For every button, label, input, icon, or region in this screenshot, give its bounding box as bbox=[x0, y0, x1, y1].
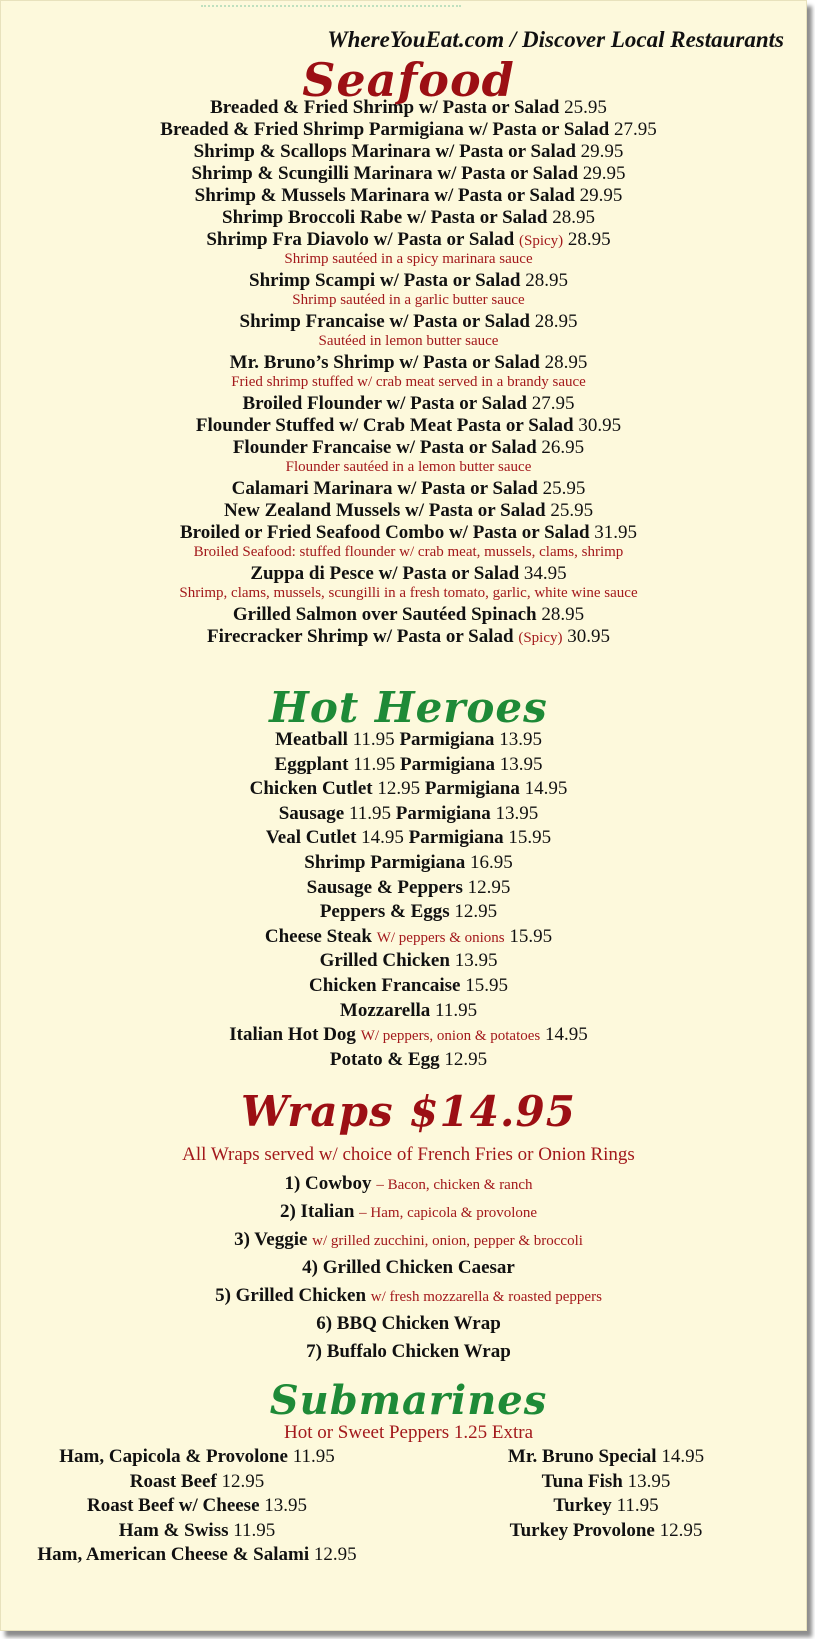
menu-item-row bbox=[1, 229, 807, 251]
menu-item-row bbox=[1, 478, 807, 500]
item-price: 11.95 bbox=[292, 1446, 335, 1467]
item-name: Grilled Chicken bbox=[319, 950, 450, 972]
menu-item-row bbox=[1, 141, 807, 163]
menu-item-row bbox=[1, 754, 807, 776]
item-name: Tuna Fish bbox=[541, 1470, 623, 1492]
item-name: Ham, Capicola & Provolone bbox=[59, 1446, 288, 1467]
site-header: WhereYouEat.com / Discover Local Restaurants bbox=[327, 27, 784, 52]
menu-item-row bbox=[1, 975, 807, 997]
submarine-item-row bbox=[11, 1520, 383, 1542]
menu-item-row bbox=[1, 877, 807, 899]
menu-item-row bbox=[1, 626, 807, 648]
menu-item-row bbox=[1, 1285, 807, 1307]
item-description: Broiled Seafood: stuffed flounder w/ crab meat, mussels, clams, shrimp bbox=[193, 544, 624, 560]
menu-item-row bbox=[1, 163, 807, 185]
item-name-secondary: Parmigiana bbox=[399, 753, 495, 775]
menu-item-row bbox=[1, 1257, 807, 1279]
menu-item-row bbox=[1, 1000, 807, 1022]
item-price: 25.95 bbox=[564, 97, 607, 118]
item-name: Meatball bbox=[275, 729, 348, 750]
item-price: 34.95 bbox=[523, 563, 567, 584]
item-price: 13.95 bbox=[454, 950, 498, 972]
item-name: Flounder Francaise w/ Pasta or Salad bbox=[232, 437, 537, 458]
item-price: 28.95 bbox=[567, 229, 611, 250]
item-price: 30.95 bbox=[567, 626, 611, 647]
menu-item-row bbox=[1, 437, 807, 459]
item-name: Grilled Salmon over Sautéed Spinach bbox=[232, 604, 537, 625]
item-name: Shrimp Francaise w/ Pasta or Salad bbox=[239, 311, 530, 332]
item-price: 29.95 bbox=[579, 185, 623, 206]
menu-item-row bbox=[1, 1341, 807, 1363]
item-note: w/ grilled zucchini, onion, pepper & broccoli bbox=[312, 1233, 583, 1249]
item-price: 15.95 bbox=[509, 925, 553, 947]
item-note: w/ fresh mozzarella & roasted peppers bbox=[370, 1289, 602, 1305]
menu-item-row bbox=[1, 1229, 807, 1251]
item-name: 4) Grilled Chicken Caesar bbox=[302, 1257, 515, 1278]
item-price: 14.95 bbox=[544, 1024, 588, 1046]
item-name: Zuppa di Pesce w/ Pasta or Salad bbox=[250, 563, 520, 584]
menu-item-row bbox=[1, 207, 807, 229]
hot-heroes-title: Hot Heroes bbox=[269, 683, 548, 732]
item-price: 28.95 bbox=[541, 604, 585, 625]
item-price-secondary: 13.95 bbox=[499, 729, 542, 750]
menu-item-row bbox=[1, 352, 807, 374]
item-note: (Spicy) bbox=[518, 233, 564, 249]
item-price: 12.95 bbox=[659, 1519, 703, 1541]
item-name: Shrimp Scampi w/ Pasta or Salad bbox=[249, 270, 521, 291]
item-price: 30.95 bbox=[578, 415, 622, 436]
item-name: Breaded & Fried Shrimp w/ Pasta or Salad bbox=[210, 97, 560, 118]
item-price: 27.95 bbox=[531, 393, 575, 414]
item-price: 13.95 bbox=[264, 1495, 308, 1517]
item-name: Shrimp & Scungilli Marinara w/ Pasta or Salad bbox=[191, 163, 579, 184]
item-name: Shrimp Fra Diavolo w/ Pasta or Salad bbox=[206, 229, 515, 250]
item-description: Shrimp, clams, mussels, scungilli in a fresh tomato, garlic, white wine sauce bbox=[179, 585, 638, 601]
item-price: 11.95 bbox=[616, 1495, 659, 1517]
item-price: 28.95 bbox=[525, 270, 568, 291]
item-name: Mr. Bruno Special bbox=[507, 1446, 657, 1467]
item-price: 11.95 bbox=[352, 729, 395, 750]
item-name: 2) Italian bbox=[279, 1201, 355, 1222]
item-name: Mozzarella bbox=[339, 999, 431, 1021]
item-name: Roast Beef bbox=[129, 1470, 217, 1492]
item-price-secondary: 14.95 bbox=[524, 778, 568, 800]
item-note: – Ham, capicola & provolone bbox=[359, 1205, 538, 1221]
menu-item-row bbox=[1, 778, 807, 800]
menu-item-row bbox=[1, 901, 807, 923]
menu-item-row bbox=[1, 827, 807, 849]
item-price: 28.95 bbox=[552, 207, 595, 228]
submarine-item-row bbox=[11, 1544, 383, 1566]
menu-item-row bbox=[1, 729, 807, 751]
item-note: – Bacon, chicken & ranch bbox=[376, 1177, 533, 1193]
item-price: 11.95 bbox=[348, 802, 391, 824]
item-name: 5) Grilled Chicken bbox=[215, 1285, 367, 1306]
item-note: (Spicy) bbox=[518, 630, 563, 646]
item-price-secondary: 15.95 bbox=[508, 827, 552, 849]
submarines-subtitle: Hot or Sweet Peppers 1.25 Extra bbox=[283, 1422, 534, 1443]
top-decorative-rule bbox=[201, 5, 461, 11]
wraps-subtitle: All Wraps served w/ choice of French Fries or Onion Rings bbox=[182, 1144, 635, 1165]
item-name-secondary: Parmigiana bbox=[424, 778, 520, 800]
menu-item-row bbox=[1, 185, 807, 207]
menu-item-row bbox=[1, 119, 807, 141]
menu-item-row bbox=[1, 522, 807, 544]
item-price: 12.95 bbox=[377, 778, 421, 800]
item-name: 7) Buffalo Chicken Wrap bbox=[306, 1341, 511, 1362]
item-name: Cheese Steak bbox=[264, 925, 372, 947]
item-name: Sausage & Peppers bbox=[306, 876, 463, 898]
item-name: Sausage bbox=[278, 802, 345, 824]
item-name: Mr. Bruno’s Shrimp w/ Pasta or Salad bbox=[229, 352, 540, 373]
menu-item-row bbox=[1, 950, 807, 972]
item-description: Fried shrimp stuffed w/ crab meat served in a brandy sauce bbox=[231, 374, 586, 390]
item-price: 15.95 bbox=[465, 975, 508, 996]
item-price: 12.95 bbox=[313, 1544, 357, 1566]
item-price: 11.95 bbox=[233, 1519, 276, 1541]
item-price: 31.95 bbox=[594, 522, 638, 543]
menu-item-row bbox=[1, 415, 807, 437]
item-price: 16.95 bbox=[469, 852, 513, 873]
menu-item-row bbox=[1, 1201, 807, 1223]
item-name: Eggplant bbox=[274, 753, 349, 775]
item-description: Shrimp sautéed in a spicy marinara sauce bbox=[284, 251, 533, 267]
item-name: Shrimp Parmigiana bbox=[304, 852, 466, 873]
wraps-title: Wraps $14.95 bbox=[241, 1087, 576, 1136]
seafood-title: Seafood bbox=[302, 53, 515, 107]
item-price: 12.95 bbox=[454, 901, 498, 923]
item-price: 14.95 bbox=[661, 1446, 705, 1467]
item-price: 14.95 bbox=[361, 827, 404, 849]
item-price: 11.95 bbox=[353, 753, 396, 775]
item-name: Turkey Provolone bbox=[509, 1519, 655, 1541]
item-note: W/ peppers, onion & potatoes bbox=[360, 1028, 541, 1045]
item-price: 12.95 bbox=[467, 876, 511, 898]
item-name: Broiled Flounder w/ Pasta or Salad bbox=[242, 393, 527, 414]
menu-item-row bbox=[1, 1024, 807, 1046]
item-name: Roast Beef w/ Cheese bbox=[86, 1495, 260, 1517]
menu-item-row bbox=[1, 604, 807, 626]
item-name: Italian Hot Dog bbox=[229, 1024, 356, 1046]
menu-item-row bbox=[1, 1313, 807, 1335]
item-name: New Zealand Mussels w/ Pasta or Salad bbox=[223, 500, 546, 521]
item-name-secondary: Parmigiana bbox=[399, 729, 495, 750]
item-name: 6) BBQ Chicken Wrap bbox=[316, 1313, 501, 1334]
item-price: 11.95 bbox=[435, 999, 478, 1021]
item-name: Chicken Cutlet bbox=[249, 778, 373, 800]
item-price-secondary: 13.95 bbox=[499, 753, 543, 775]
item-name: Flounder Stuffed w/ Crab Meat Pasta or Salad bbox=[195, 415, 574, 436]
menu-item-row bbox=[1, 311, 807, 333]
item-description: Shrimp sautéed in a garlic butter sauce bbox=[292, 292, 525, 308]
menu-item-row bbox=[1, 563, 807, 585]
item-description: Sautéed in lemon butter sauce bbox=[318, 333, 499, 349]
item-price: 25.95 bbox=[550, 500, 594, 521]
menu-item-row bbox=[1, 852, 807, 874]
item-price: 13.95 bbox=[627, 1470, 671, 1492]
item-name-secondary: Parmigiana bbox=[408, 827, 504, 849]
item-price: 29.95 bbox=[582, 163, 626, 184]
item-price: 29.95 bbox=[580, 141, 624, 162]
submarine-item-row bbox=[471, 1446, 741, 1468]
item-name: Ham, American Cheese & Salami bbox=[37, 1544, 310, 1566]
item-name: Shrimp Broccoli Rabe w/ Pasta or Salad bbox=[222, 207, 548, 228]
item-name: Veal Cutlet bbox=[265, 827, 357, 849]
submarine-item-row bbox=[471, 1520, 741, 1542]
item-name: Broiled or Fried Seafood Combo w/ Pasta or Salad bbox=[179, 522, 590, 543]
item-name: Shrimp & Scallops Marinara w/ Pasta or Salad bbox=[193, 141, 576, 162]
menu-item-row bbox=[1, 270, 807, 292]
item-name: Shrimp & Mussels Marinara w/ Pasta or Salad bbox=[194, 185, 575, 206]
item-price: 28.95 bbox=[544, 352, 588, 373]
item-note: W/ peppers & onions bbox=[376, 929, 505, 946]
item-name: Firecracker Shrimp w/ Pasta or Salad bbox=[206, 626, 514, 647]
item-name: Peppers & Eggs bbox=[319, 901, 450, 923]
submarine-item-row bbox=[471, 1495, 741, 1517]
item-price: 26.95 bbox=[541, 437, 585, 458]
menu-item-row bbox=[1, 393, 807, 415]
item-price: 25.95 bbox=[542, 478, 586, 499]
item-price-secondary: 13.95 bbox=[495, 802, 539, 824]
menu-item-row bbox=[1, 500, 807, 522]
menu-item-row bbox=[1, 97, 807, 119]
submarines-title: Submarines bbox=[269, 1377, 548, 1424]
submarine-item-row bbox=[471, 1471, 741, 1493]
item-description: Flounder sautéed in a lemon butter sauce bbox=[285, 459, 532, 475]
menu-item-row bbox=[1, 1173, 807, 1195]
item-price: 27.95 bbox=[613, 119, 657, 140]
item-name: Breaded & Fried Shrimp Parmigiana w/ Pasta or Salad bbox=[160, 119, 610, 140]
item-name-secondary: Parmigiana bbox=[395, 802, 491, 824]
menu-item-row bbox=[1, 803, 807, 825]
item-price: 12.95 bbox=[444, 1048, 488, 1070]
menu-item-row bbox=[1, 1049, 807, 1071]
item-price: 28.95 bbox=[534, 311, 578, 332]
item-name: Turkey bbox=[553, 1495, 612, 1517]
item-price: 12.95 bbox=[221, 1470, 265, 1492]
item-name: 3) Veggie bbox=[234, 1229, 308, 1250]
item-name: Potato & Egg bbox=[329, 1048, 440, 1070]
submarine-item-row bbox=[11, 1495, 383, 1517]
submarine-item-row bbox=[11, 1446, 383, 1468]
menu-item-row bbox=[1, 926, 807, 948]
item-name: Calamari Marinara w/ Pasta or Salad bbox=[231, 478, 538, 499]
item-name: 1) Cowboy bbox=[284, 1173, 372, 1194]
item-name: Chicken Francaise bbox=[309, 975, 461, 996]
submarine-item-row bbox=[11, 1471, 383, 1493]
item-name: Ham & Swiss bbox=[118, 1519, 229, 1541]
